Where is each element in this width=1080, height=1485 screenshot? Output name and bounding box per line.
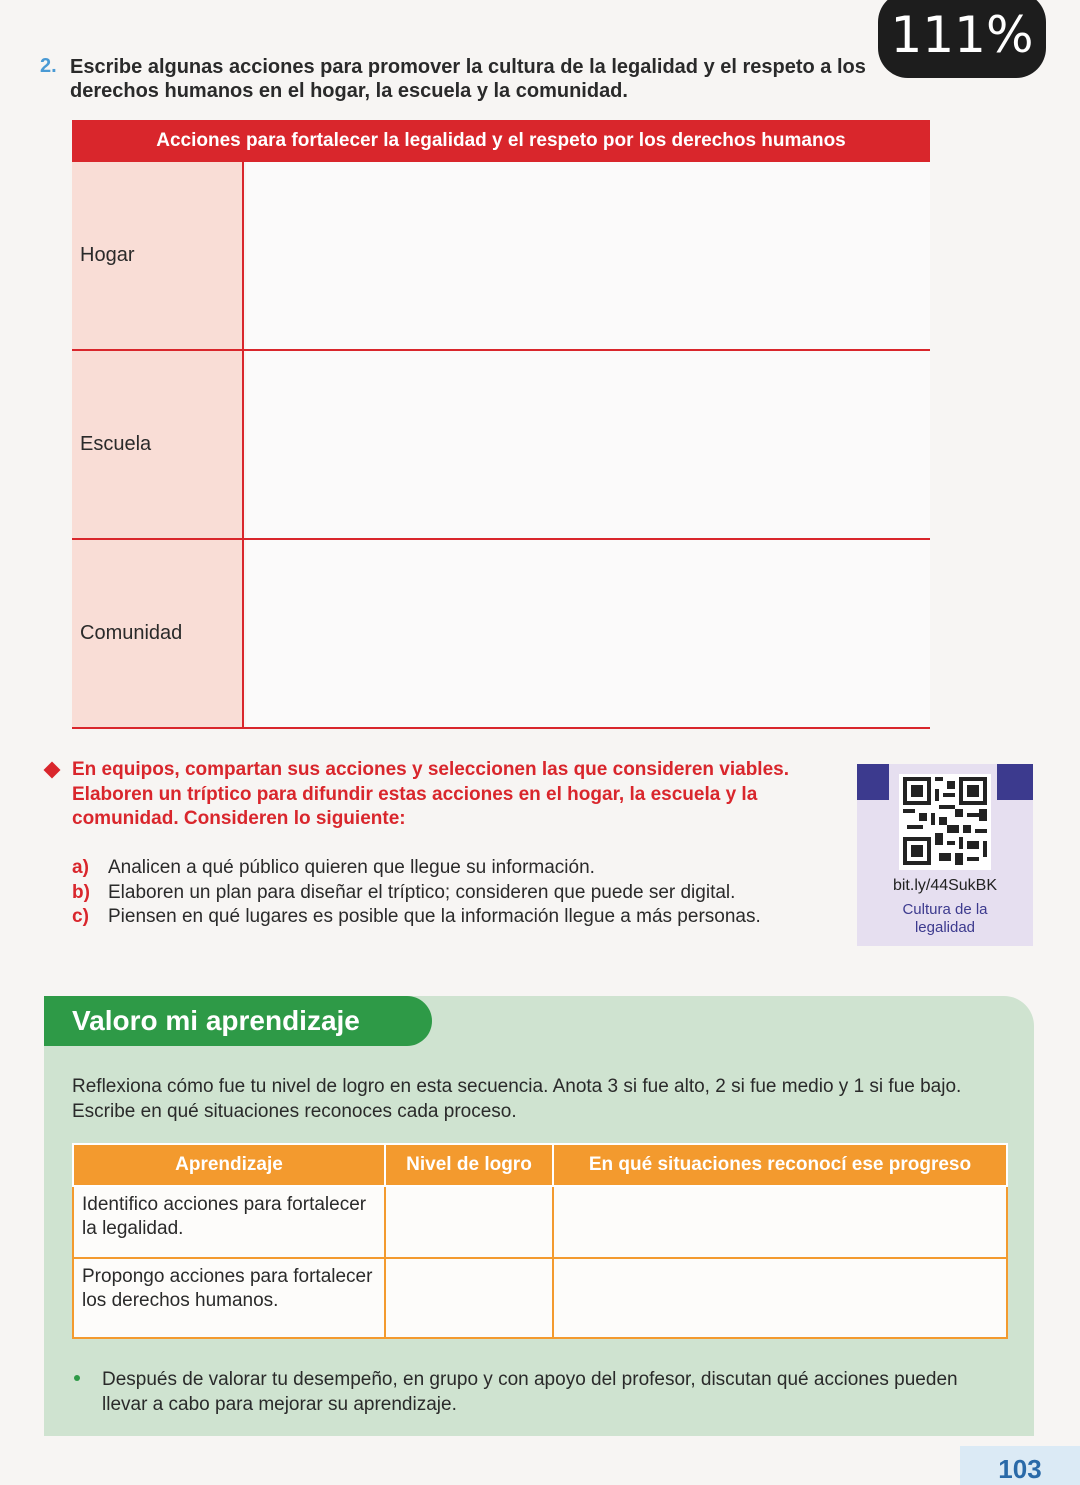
list-item-text: Elaboren un plan para diseñar el tríptico; consideren que puede ser digital. xyxy=(108,881,736,903)
list-letter: b) xyxy=(72,881,90,903)
actions-row-escuela xyxy=(72,351,930,540)
answer-cell-comunidad[interactable] xyxy=(246,540,930,727)
achievement-level-input[interactable] xyxy=(385,1186,553,1258)
actions-table-header: Acciones para fortalecer la legalidad y el respeto por los derechos humanos xyxy=(72,120,930,162)
achievement-level-input[interactable] xyxy=(385,1258,553,1338)
section-title: Valoro mi aprendizaje xyxy=(44,996,432,1046)
list-item xyxy=(72,856,772,881)
actions-table xyxy=(72,120,930,727)
qr-code-icon xyxy=(903,777,987,865)
question-text: Escribe algunas acciones para promover la cultura de la legalidad y el respeto a los derechos humanos en el hogar, la escuela y la comunidad. xyxy=(70,56,866,102)
instruction-list xyxy=(72,856,772,930)
column-header: En qué situaciones reconocí ese progreso xyxy=(553,1144,1007,1186)
row-label: Comunidad xyxy=(72,540,244,727)
table-header-row xyxy=(73,1144,1007,1186)
list-letter: c) xyxy=(72,906,89,927)
row-label: Hogar xyxy=(72,162,244,349)
qr-caption: Cultura de la legalidad xyxy=(902,901,988,936)
closing-instruction: Después de valorar tu desempeño, en grupo y con apoyo del profesor, discutan qué acciones pueden llevar a cabo para mejorar su aprendizaje. xyxy=(102,1369,958,1415)
column-header: Aprendizaje xyxy=(73,1144,385,1186)
qr-link-box[interactable] xyxy=(857,764,1033,946)
page-number: 103 xyxy=(998,1454,1042,1484)
qr-url-link[interactable]: bit.ly/44SukBK xyxy=(892,877,998,894)
actions-row-hogar xyxy=(72,162,930,351)
column-header: Nivel de logro xyxy=(385,1144,553,1186)
row-label: Escuela xyxy=(72,351,244,538)
question-number: 2. xyxy=(40,55,57,77)
zoom-level-badge: 111% xyxy=(878,0,1046,78)
list-letter: a) xyxy=(72,857,89,878)
bullet-icon xyxy=(74,1375,80,1381)
decorative-bar xyxy=(857,764,889,800)
decorative-bar xyxy=(997,764,1033,800)
actions-row-comunidad xyxy=(72,540,930,729)
answer-cell-hogar[interactable] xyxy=(246,162,930,349)
learning-cell: Propongo acciones para fortalecer los derechos humanos. xyxy=(73,1258,385,1338)
team-instructions: En equipos, compartan sus acciones y seleccionen las que consideren viables. Elaboren un tríptico para difundir estas acciones en el hogar, la escuela y la comunidad. Consideren lo siguiente: xyxy=(72,759,789,829)
situations-input[interactable] xyxy=(553,1186,1007,1258)
diamond-bullet-icon xyxy=(44,762,61,779)
answer-cell-escuela[interactable] xyxy=(246,351,930,538)
valoro-instructions: Reflexiona cómo fue tu nivel de logro en esta secuencia. Anota 3 si fue alto, 2 si fue medio y 1 si fue bajo. Escribe en qué situaciones reconoces cada proceso. xyxy=(72,1076,962,1122)
self-evaluation-table xyxy=(72,1143,1006,1339)
list-item-text: Piensen en qué lugares es posible que la información llegue a más personas. xyxy=(108,906,761,927)
list-item xyxy=(72,905,772,930)
table-row xyxy=(73,1258,1007,1338)
learning-cell: Identifico acciones para fortalecer la legalidad. xyxy=(73,1186,385,1258)
table-row xyxy=(73,1186,1007,1258)
situations-input[interactable] xyxy=(553,1258,1007,1338)
list-item xyxy=(72,881,772,906)
list-item-text: Analicen a qué público quieren que llegue su información. xyxy=(108,857,595,878)
